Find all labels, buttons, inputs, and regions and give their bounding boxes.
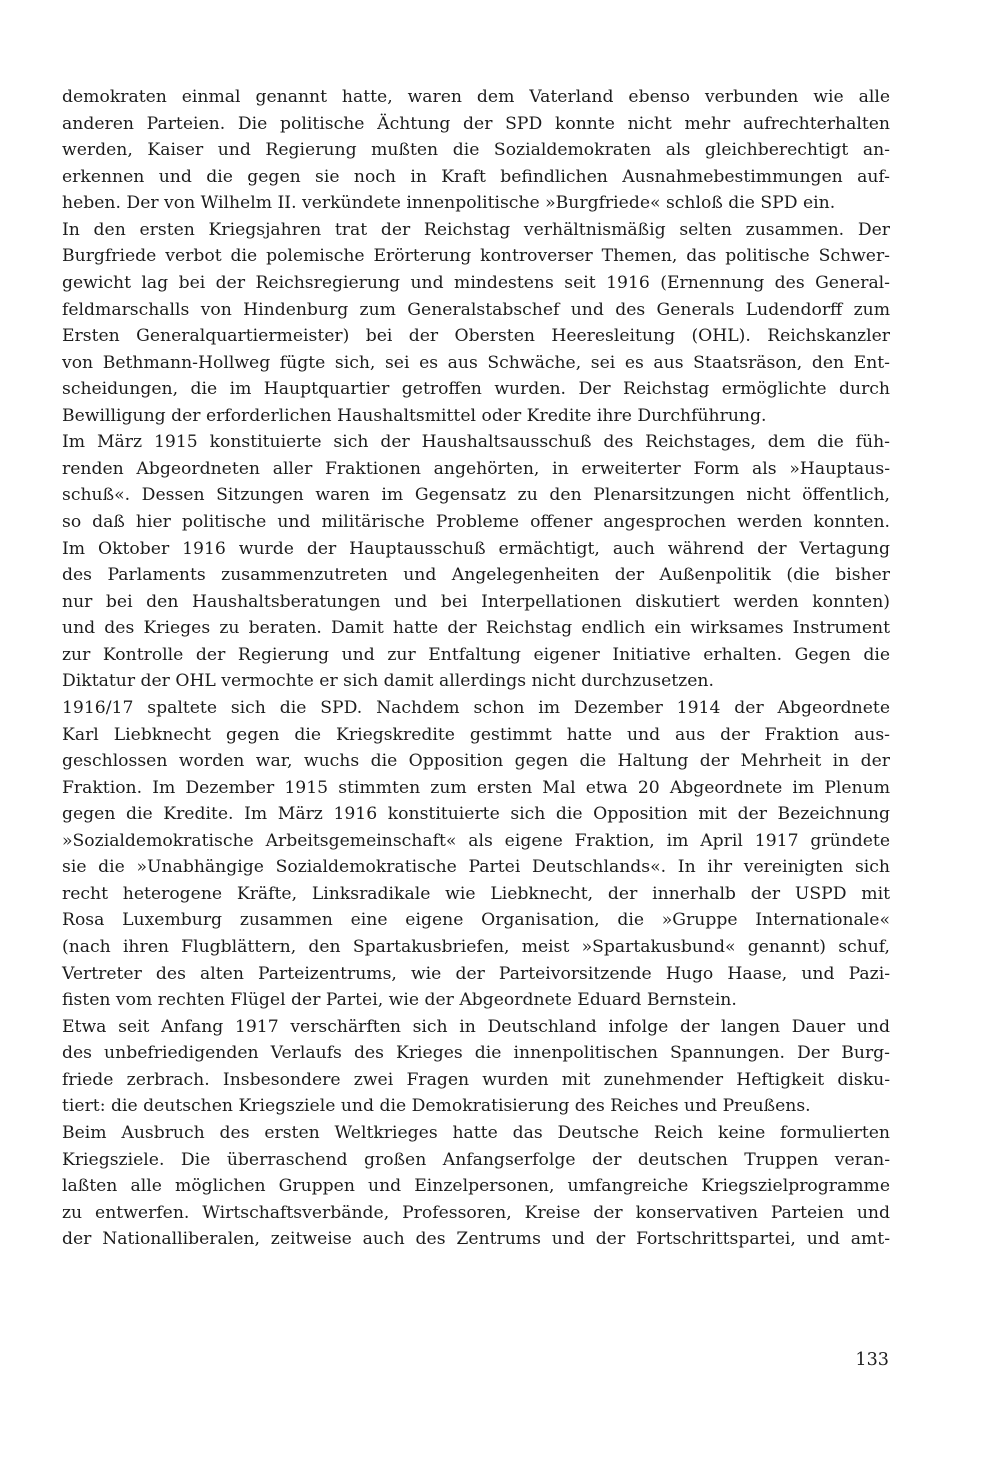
text-line: scheidungen, die im Hauptquartier getroffen wurden. Der Reichstag ermöglichte durch — [62, 379, 890, 400]
text-line: gegen die Kredite. Im März 1916 konstituierte sich die Opposition mit der Bezeichnung — [62, 804, 890, 825]
text-line: Beim Ausbruch des ersten Weltkrieges hatte das Deutsche Reich keine formulierten — [62, 1122, 890, 1143]
text-line: Diktatur der OHL vermochte er sich damit allerdings nicht durchzusetzen. — [62, 671, 714, 692]
text-line: von Bethmann-Hollweg fügte sich, sei es aus Schwäche, sei es aus Staatsräson, den Ent- — [62, 352, 890, 373]
text-line: friede zerbrach. Insbesondere zwei Fragen wurden mit zunehmender Heftigkeit disku- — [62, 1069, 890, 1090]
text-line: »Sozialdemokratische Arbeitsgemeinschaft« als eigene Fraktion, im April 1917 gründete — [62, 830, 890, 851]
page-number: 133 — [855, 1350, 889, 1370]
text-line: geschlossen worden war, wuchs die Opposition gegen die Haltung der Mehrheit in der — [62, 751, 890, 772]
text-line: zur Kontrolle der Regierung und zur Entfaltung eigener Initiative erhalten. Gegen die — [62, 644, 890, 665]
text-line: In den ersten Kriegsjahren trat der Reichstag verhältnismäßig selten zusammen. Der — [62, 219, 890, 240]
paragraph-burgfriede — [62, 84, 890, 217]
text-line: Ersten Generalquartiermeister) bei der Obersten Heeresleitung (OHL). Reichskanzler — [62, 326, 890, 347]
text-line: demokraten einmal genannt hatte, waren dem Vaterland ebenso verbunden wie alle — [62, 87, 890, 107]
text-line: Etwa seit Anfang 1917 verschärften sich in Deutschland infolge der langen Dauer und — [62, 1016, 890, 1037]
text-line: Rosa Luxemburg zusammen eine eigene Organisation, die »Gruppe Internationale« — [62, 910, 890, 931]
text-line: renden Abgeordneten aller Fraktionen angehörten, in erweiterter Form als »Hauptaus- — [62, 458, 890, 479]
paragraph-reichstag — [62, 217, 890, 430]
paragraph-hauptausschuss — [62, 429, 890, 695]
page-body — [62, 84, 890, 1253]
text-line: schuß«. Dessen Sitzungen waren im Gegensatz zu den Plenarsitzungen nicht öffentlich, — [62, 485, 890, 506]
text-line: (nach ihren Flugblättern, den Spartakusbriefen, meist »Spartakusbund« genannt) schuf, — [62, 937, 890, 957]
text-line: nur bei den Haushaltsberatungen und bei Interpellationen diskutiert werden konnten) — [62, 591, 890, 612]
text-line: feldmarschalls von Hindenburg zum Generalstabschef und des Generals Ludendorff zum — [62, 299, 890, 320]
text-line: erkennen und die gegen sie noch in Kraft befindlichen Ausnahmebestimmungen auf- — [62, 166, 890, 187]
text-line: 1916/17 spaltete sich die SPD. Nachdem schon im Dezember 1914 der Abgeordnete — [62, 697, 890, 718]
text-line: laßten alle möglichen Gruppen und Einzelpersonen, umfangreiche Kriegszielprogramme — [62, 1176, 890, 1197]
text-line: Kriegsziele. Die überraschend großen Anfangserfolge der deutschen Truppen veran- — [62, 1149, 890, 1170]
paragraph-spannungen — [62, 1014, 890, 1120]
text-line: fisten vom rechten Flügel der Partei, wie der Abgeordnete Eduard Bernstein. — [62, 990, 737, 1011]
text-line: Vertreter des alten Parteizentrums, wie der Parteivorsitzende Hugo Haase, und Pazi- — [62, 963, 890, 984]
text-line: so daß hier politische und militärische Probleme offener angesprochen werden konnten. — [62, 512, 890, 532]
text-line: des Parlaments zusammenzutreten und Angelegenheiten der Außenpolitik (die bisher — [62, 565, 890, 586]
text-line: Burgfriede verbot die polemische Erörterung kontroverser Themen, das politische Schwer- — [62, 246, 890, 267]
text-line: zu entwerfen. Wirtschaftsverbände, Professoren, Kreise der konservativen Parteien und — [62, 1202, 890, 1223]
text-line: Im März 1915 konstituierte sich der Haushaltsausschuß des Reichstages, dem die füh- — [62, 432, 890, 453]
text-line: anderen Parteien. Die politische Ächtung der SPD konnte nicht mehr aufrechterhalten — [62, 113, 890, 134]
paragraph-kriegsziele — [62, 1120, 890, 1253]
text-line: Karl Liebknecht gegen die Kriegskredite gestimmt hatte und aus der Fraktion aus- — [62, 724, 890, 745]
text-line: tiert: die deutschen Kriegsziele und die Demokratisierung des Reiches und Preußens. — [62, 1096, 811, 1117]
text-line: und des Krieges zu beraten. Damit hatte der Reichstag endlich ein wirksames Instrument — [62, 618, 890, 639]
paragraph-spd-spaltung — [62, 695, 890, 1014]
text-line: recht heterogene Kräfte, Linksradikale wie Liebknecht, der innerhalb der USPD mit — [62, 883, 890, 904]
text-line: heben. Der von Wilhelm II. verkündete innenpolitische »Burgfriede« schloß die SPD ein. — [62, 193, 836, 214]
text-line: gewicht lag bei der Reichsregierung und mindestens seit 1916 (Ernennung des General- — [62, 272, 890, 293]
text-line: sie die »Unabhängige Sozialdemokratische Partei Deutschlands«. In ihr vereinigten sich — [62, 857, 890, 878]
text-line: werden, Kaiser und Regierung mußten die Sozialdemokraten als gleichberechtigt an- — [62, 140, 890, 161]
text-line: Bewilligung der erforderlichen Haushaltsmittel oder Kredite ihre Durchführung. — [62, 405, 767, 426]
text-line: der Nationalliberalen, zeitweise auch des Zentrums und der Fortschrittspartei, und amt- — [62, 1229, 890, 1250]
text-line: Im Oktober 1916 wurde der Hauptausschuß ermächtigt, auch während der Vertagung — [62, 538, 890, 559]
text-line: des unbefriedigenden Verlaufs des Krieges die innenpolitischen Spannungen. Der Burg- — [62, 1043, 890, 1064]
text-line: Fraktion. Im Dezember 1915 stimmten zum ersten Mal etwa 20 Abgeordnete im Plenum — [62, 777, 890, 798]
